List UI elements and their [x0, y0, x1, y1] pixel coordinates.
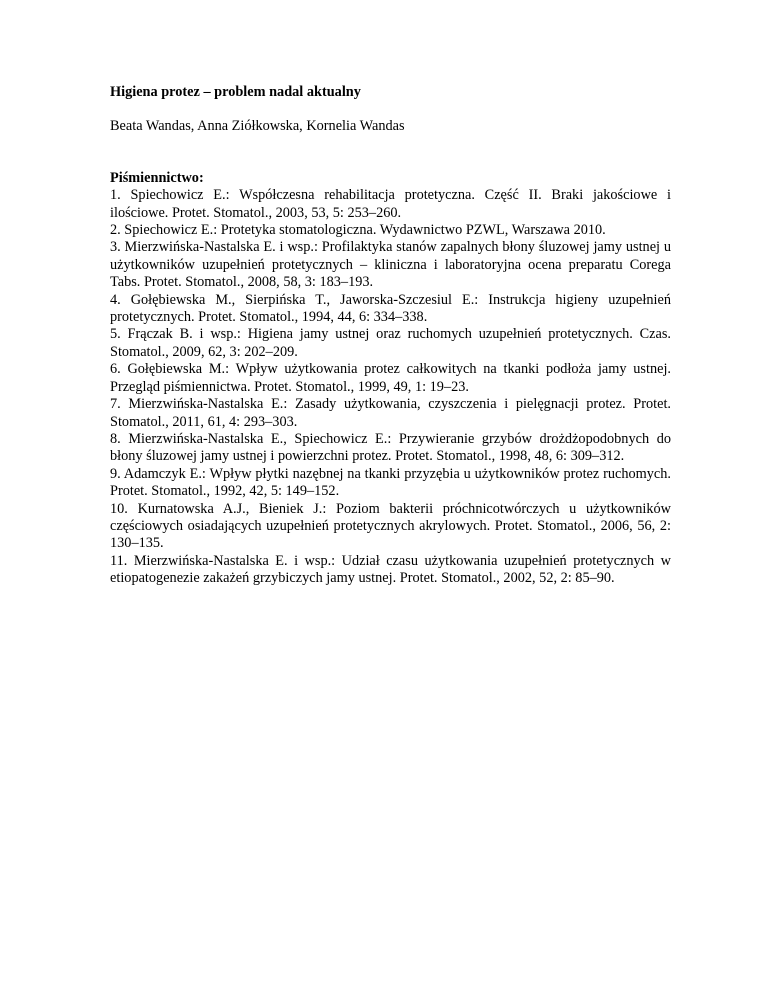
- references-heading: Piśmiennictwo:: [110, 169, 204, 186]
- reference-item: 5. Frączak B. i wsp.: Higiena jamy ustnej oraz ruchomych uzupełnień protetycznych. Czas. Stomatol., 2009, 62, 3: 202–209.: [110, 326, 671, 360]
- reference-item: 6. Gołębiewska M.: Wpływ użytkowania protez całkowitych na tkanki podłoża jamy ustnej. Przegląd piśmiennictwa. Protet. Stomatol., 1999, 49, 1: 19–23.: [110, 361, 671, 395]
- reference-item: 4. Gołębiewska M., Sierpińska T., Jaworska-Szczesiul E.: Instrukcja higieny uzupełnień protetycznych. Protet. Stomatol., 1994, 44, 6: 334–338.: [110, 291, 671, 326]
- reference-item: 9. Adamczyk E.: Wpływ płytki nazębnej na tkanki przyzębia u użytkowników protez ruchomych. Protet. Stomatol., 1992, 42, 5: 149–152.: [110, 465, 671, 500]
- reference-item: 8. Mierzwińska-Nastalska E., Spiechowicz E.: Przywieranie grzybów drożdżopodobnych do błony śluzowej jamy ustnej i powierzchni protez. Protet. Stomatol., 1998, 48, 6: 309–312.: [110, 430, 671, 465]
- document-title: Higiena protez – problem nadal aktualny: [110, 84, 361, 100]
- reference-item: 1. Spiechowicz E.: Współczesna rehabilitacja protetyczna. Część II. Braki jakościowe i ilościowe. Protet. Stomatol., 2003, 53, 5: 253–260.: [110, 187, 671, 221]
- references-list: [110, 187, 671, 587]
- document-authors: Beata Wandas, Anna Ziółkowska, Kornelia Wandas: [110, 118, 405, 135]
- reference-item: 7. Mierzwińska-Nastalska E.: Zasady użytkowania, czyszczenia i pielęgnacji protez. Protet. Stomatol., 2011, 61, 4: 293–303.: [110, 396, 671, 430]
- reference-item: 3. Mierzwińska-Nastalska E. i wsp.: Profilaktyka stanów zapalnych błony śluzowej jamy ustnej u użytkowników uzupełnień protetycznych – kliniczna i laboratoryjna ocena preparatu Corega Tabs. Protet. Stomatol., 2008, 58, 3: 183–193.: [110, 239, 671, 291]
- reference-item: 2. Spiechowicz E.: Protetyka stomatologiczna. Wydawnictwo PZWL, Warszawa 2010.: [110, 222, 606, 239]
- reference-item: 11. Mierzwińska-Nastalska E. i wsp.: Udział czasu użytkowania uzupełnień protetycznych w etiopatogenezie zakażeń grzybiczych jamy ustnej. Protet. Stomatol., 2002, 52, 2: 85–90.: [110, 552, 671, 587]
- document-page: [110, 84, 671, 588]
- reference-item: 10. Kurnatowska A.J., Bieniek J.: Poziom bakterii próchnicotwórczych u użytkowników częściowych osiadających uzupełnień protetycznych akrylowych. Protet. Stomatol., 2006, 56, 2: 130–135.: [110, 500, 671, 552]
